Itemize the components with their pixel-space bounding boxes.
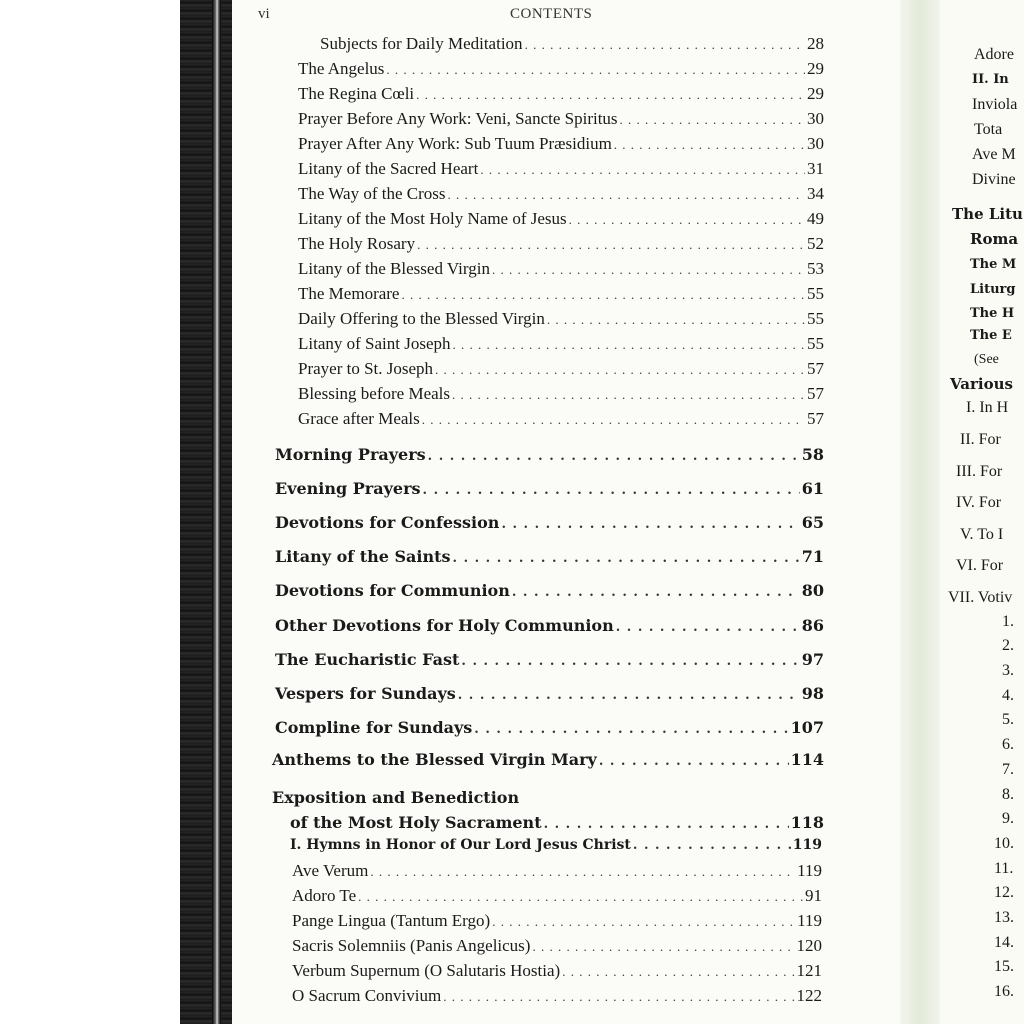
toc-entry[interactable]: Litany of the Blessed Virgin . . . 53	[298, 259, 824, 279]
toc-fragment: IV. For	[956, 494, 1002, 511]
toc-fragment: V. To I	[960, 526, 1004, 543]
toc-fragment: Roma	[970, 230, 1019, 248]
toc-entry[interactable]: The Way of the Cross . . . 34	[298, 184, 824, 204]
toc-entry[interactable]: The Holy Rosary . . . 52	[298, 234, 824, 254]
toc-entry[interactable]: Prayer Before Any Work: Veni, Sancte Spiritus . . . 30	[298, 109, 824, 129]
page-number: vi	[258, 6, 270, 22]
toc-entry[interactable]: Adoro Te . . . 91	[292, 886, 822, 906]
spine-gilt-edge	[212, 0, 221, 1024]
toc-fragment: 10.	[994, 835, 1014, 852]
toc-entry[interactable]: Grace after Meals . . . 57	[298, 409, 824, 429]
toc-fragment: 13.	[994, 909, 1014, 926]
toc-fragment: 15.	[994, 958, 1014, 975]
toc-fragment: 11.	[994, 860, 1014, 877]
toc-entry[interactable]: Litany of Saint Joseph . . . 55	[298, 334, 824, 354]
toc-fragment: VII. Votiv	[948, 589, 1013, 606]
toc-entry[interactable]: Sacris Solemniis (Panis Angelicus) . . . 120	[292, 936, 822, 956]
toc-fragment: 9.	[1002, 810, 1014, 827]
toc-entry[interactable]: Blessing before Meals . . . 57	[298, 384, 824, 404]
toc-fragment: Tota	[974, 121, 1003, 138]
toc-fragment: The Litu	[952, 205, 1023, 223]
toc-entry[interactable]: Pange Lingua (Tantum Ergo) . . . 119	[292, 911, 822, 931]
toc-fragment: 16.	[994, 983, 1014, 1000]
toc-fragment: II. For	[960, 431, 1001, 448]
toc-section[interactable]: The Eucharistic Fast . . . 97	[275, 650, 824, 669]
toc-fragment: Divine	[972, 171, 1016, 188]
toc-section[interactable]: of the Most Holy Sacrament . . . 118	[290, 813, 824, 832]
toc-entry[interactable]: The Angelus . . . 29	[298, 59, 824, 79]
toc-entry[interactable]: Prayer After Any Work: Sub Tuum Præsidium . . . 30	[298, 134, 824, 154]
toc-section[interactable]: Morning Prayers . . . 58	[275, 445, 824, 464]
toc-fragment: III. For	[956, 463, 1003, 480]
toc-section[interactable]: Other Devotions for Holy Communion . . . 86	[275, 616, 824, 635]
page-header-title: CONTENTS	[510, 6, 593, 22]
toc-section[interactable]: Compline for Sundays . . . 107	[275, 718, 824, 737]
toc-fragment: 5.	[1002, 711, 1014, 728]
background-margin	[0, 0, 180, 1024]
toc-fragment: (See	[974, 352, 999, 367]
page-gutter	[900, 0, 940, 1024]
toc-entry[interactable]: Litany of the Most Holy Name of Jesus . . . 49	[298, 209, 824, 229]
toc-section[interactable]: Devotions for Confession . . . 65	[275, 513, 824, 532]
toc-entry[interactable]: O Sacrum Convivium . . . 122	[292, 986, 822, 1006]
toc-entry[interactable]: The Regina Cœli . . . 29	[298, 84, 824, 104]
toc-fragment: 7.	[1002, 761, 1014, 778]
toc-section[interactable]: Anthems to the Blessed Virgin Mary . . . 114	[272, 750, 824, 769]
toc-entry[interactable]: Ave Verum . . . 119	[292, 861, 822, 881]
toc-fragment: Inviola	[972, 96, 1018, 113]
toc-fragment: Adore	[974, 46, 1014, 63]
toc-subsection[interactable]: I. Hymns in Honor of Our Lord Jesus Christ . . . 119	[290, 837, 822, 853]
toc-fragment: 14.	[994, 934, 1014, 951]
toc-fragment: The E	[970, 328, 1012, 343]
toc-fragment: 1.	[1002, 613, 1014, 630]
toc-fragment: 3.	[1002, 662, 1014, 679]
toc-fragment: I. In H	[966, 399, 1009, 416]
toc-section[interactable]: Vespers for Sundays . . . 98	[275, 684, 824, 703]
toc-section[interactable]: Evening Prayers . . . 61	[275, 479, 824, 498]
toc-section[interactable]: Litany of the Saints . . . 71	[275, 547, 824, 566]
toc-section-heading[interactable]: Exposition and Benediction	[272, 788, 520, 807]
toc-entry[interactable]: Daily Offering to the Blessed Virgin . . . 55	[298, 309, 824, 329]
toc-fragment: 6.	[1002, 736, 1014, 753]
toc-entry[interactable]: Prayer to St. Joseph . . . 57	[298, 359, 824, 379]
toc-fragment: Various	[950, 375, 1013, 393]
toc-fragment: 12.	[994, 884, 1014, 901]
toc-fragment: The H	[970, 306, 1015, 321]
toc-entry[interactable]: Litany of the Sacred Heart . . . 31	[298, 159, 824, 179]
toc-entry[interactable]: Subjects for Daily Meditation . . . 28	[320, 34, 824, 54]
toc-fragment: The M	[970, 257, 1017, 272]
left-page	[232, 0, 900, 1024]
toc-fragment: 2.	[1002, 637, 1014, 654]
right-page	[940, 0, 1024, 1024]
book-spine	[180, 0, 232, 1024]
toc-section[interactable]: Devotions for Communion . . . 80	[275, 581, 824, 600]
toc-fragment: II. In	[972, 72, 1009, 87]
toc-entry[interactable]: The Memorare . . . 55	[298, 284, 824, 304]
toc-fragment: VI. For	[956, 557, 1004, 574]
toc-fragment: 8.	[1002, 786, 1014, 803]
toc-fragment: Ave M	[972, 146, 1016, 163]
toc-entry[interactable]: Verbum Supernum (O Salutaris Hostia) . . . 121	[292, 961, 822, 981]
toc-fragment: 4.	[1002, 687, 1014, 704]
toc-fragment: Liturg	[970, 282, 1016, 297]
